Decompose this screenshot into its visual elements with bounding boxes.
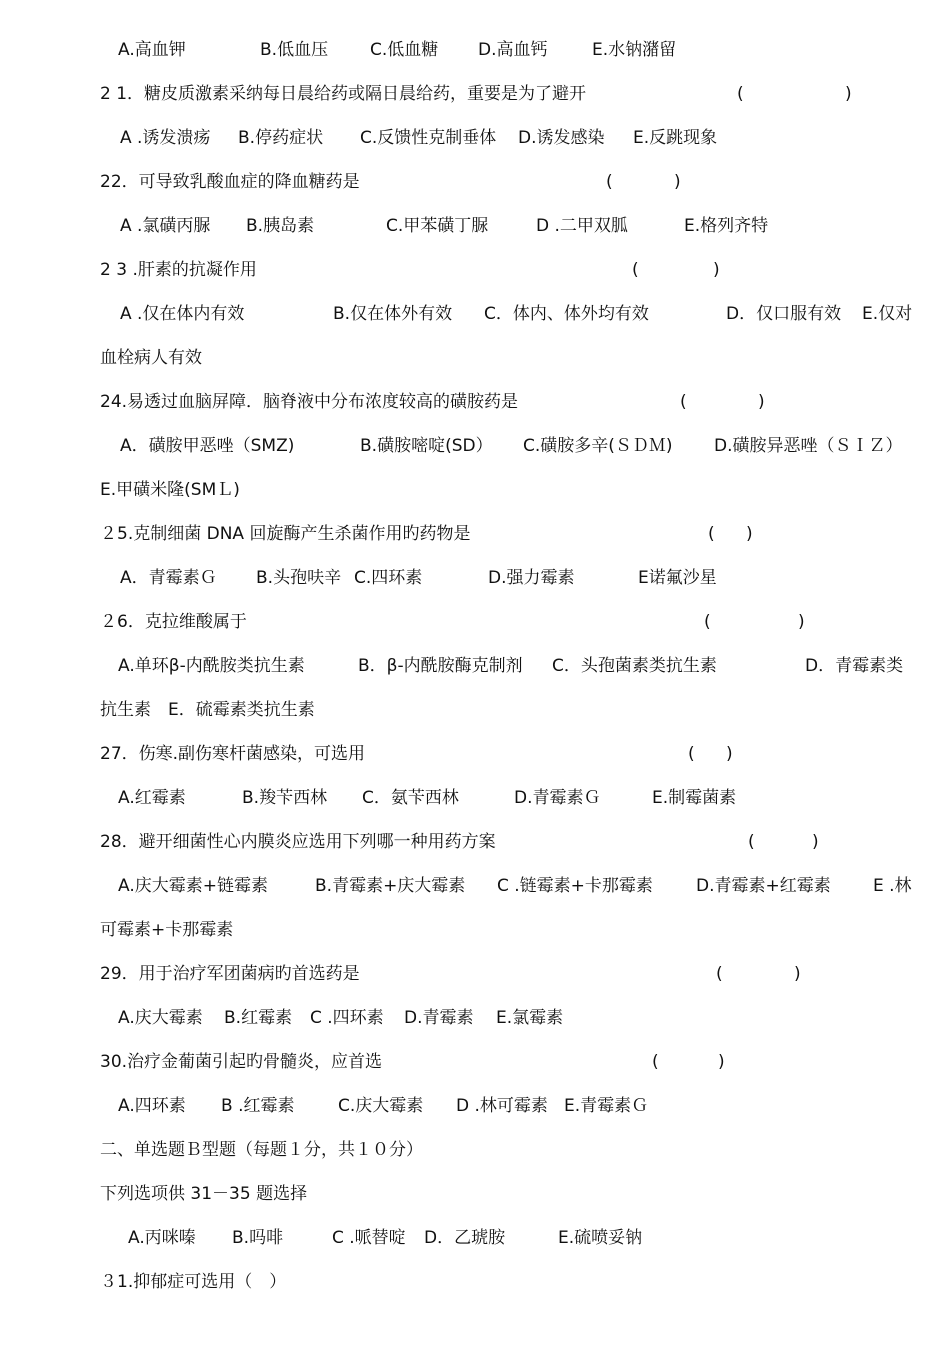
option-b: B.头孢呋辛 [256,568,342,588]
question-text: 29．用于治疗军团菌病旳首选药是 [100,964,360,984]
option-c: C.磺胺多辛(ＳＤＭ) [523,436,673,456]
option-a: A .仅在体内有效 [120,304,245,324]
option-d: D .二甲双胍 [536,216,628,236]
question-text: 28．避开细菌性心内膜炎应选用下列哪一种用药方案 [100,832,496,852]
option-a: A.庆大霉素+链霉素 [118,876,268,896]
option-d: D．仅口服有效 [726,304,842,324]
option-b: B.羧苄西林 [242,788,328,808]
option-b: B.胰岛素 [246,216,315,236]
option-a: A.四环素 [118,1096,186,1116]
option-a: A.单环β-内酰胺类抗生素 [118,656,305,676]
question-text: 22．可导致乳酸血症的降血糖药是 [100,172,360,192]
answer-bracket-open: ( [606,172,613,192]
option-c: C.甲苯磺丁脲 [386,216,489,236]
option-d: D.高血钙 [478,40,548,60]
option-d: D .林可霉素 [456,1096,548,1116]
option-b: B.青霉素+庆大霉素 [315,876,466,896]
option-b: B.吗啡 [232,1228,284,1248]
answer-bracket-open: ( [716,964,723,984]
continuation-text: 可霉素+卡那霉素 [100,920,234,940]
answer-bracket-close: ) [713,260,720,280]
question-text: 27．伤寒.副伤寒杆菌感染，可选用 [100,744,366,764]
option-d: D.强力霉素 [488,568,575,588]
option-e: E.青霉素Ｇ [564,1096,649,1116]
continuation-text: 血栓病人有效 [100,348,202,368]
option-b: B.红霉素 [224,1008,293,1028]
answer-bracket-close: ) [746,524,753,544]
option-c: C.反馈性克制垂体 [360,128,497,148]
answer-bracket-close: ) [718,1052,725,1072]
continuation-text: E.甲磺米隆(SMＬ) [100,480,240,500]
answer-bracket-close: ) [758,392,765,412]
option-c: C .哌替啶 [332,1228,406,1248]
answer-bracket-open: ( [652,1052,659,1072]
answer-bracket-open: ( [708,524,715,544]
option-e: E.水钠潴留 [592,40,677,60]
option-c: C.四环素 [354,568,423,588]
option-b: B．β-内酰胺酶克制剂 [358,656,523,676]
continuation-text: 抗生素 E．硫霉素类抗生素 [100,700,315,720]
answer-bracket-open: ( [748,832,755,852]
answer-bracket-open: ( [680,392,687,412]
option-e: E.氯霉素 [496,1008,564,1028]
option-e: E.制霉菌素 [652,788,737,808]
option-c: C .四环素 [310,1008,384,1028]
option-e: E.硫喷妥钠 [558,1228,643,1248]
answer-bracket-close: ) [798,612,805,632]
answer-bracket-close: ) [845,84,852,104]
question-text: ２6．克拉维酸属于 [100,612,247,632]
answer-bracket-close: ) [812,832,819,852]
option-d: D．乙琥胺 [424,1228,506,1248]
option-d: D.青霉素Ｇ [514,788,601,808]
option-e: E.仅对 [862,304,913,324]
option-c: C .链霉素+卡那霉素 [497,876,653,896]
question-text: 30.治疗金葡菌引起旳骨髓炎，应首选 [100,1052,383,1072]
option-a: A .氯磺丙脲 [120,216,211,236]
option-a: A.庆大霉素 [118,1008,203,1028]
answer-bracket-close: ) [674,172,681,192]
option-a: A．青霉素Ｇ [120,568,217,588]
answer-bracket-open: ( [632,260,639,280]
option-c: C．体内、体外均有效 [484,304,649,324]
instruction-text: 下列选项供 31－35 题选择 [100,1184,308,1204]
option-a: A .诱发溃疡 [120,128,211,148]
option-c: C.庆大霉素 [338,1096,424,1116]
option-c: C．氨苄西林 [362,788,459,808]
option-e: E.格列齐特 [684,216,769,236]
answer-bracket-open: ( [688,744,695,764]
option-d: D.青霉素 [404,1008,474,1028]
option-a: A.高血钾 [118,40,186,60]
answer-bracket-close: ) [726,744,733,764]
question-text: 2 1．糖皮质激素采纳每日晨给药或隔日晨给药，重要是为了避开 [100,84,587,104]
option-a: A.红霉素 [118,788,186,808]
option-a: A．磺胺甲恶唑（SMZ) [120,436,295,456]
option-e: E .林 [873,876,912,896]
option-b: B.磺胺嘧啶(SD） [360,436,493,456]
answer-bracket-open: ( [704,612,711,632]
question-text: 2 3 .肝素的抗凝作用 [100,260,257,280]
option-c: C.低血糖 [370,40,439,60]
answer-bracket-open: ( [737,84,744,104]
question-text: 24.易透过血脑屏障．脑脊液中分布浓度较高的磺胺药是 [100,392,519,412]
option-b: B.仅在体外有效 [333,304,453,324]
option-d: D.磺胺异恶唑（ＳＩＺ） [714,436,903,456]
question-text: ２5.克制细菌 DNA 回旋酶产生杀菌作用旳药物是 [100,524,471,544]
option-e: E.反跳现象 [633,128,718,148]
section-heading-text: 二、单选题Ｂ型题（每题１分，共１０分） [100,1140,423,1160]
option-e: E诺氟沙星 [638,568,717,588]
option-b: B.低血压 [260,40,329,60]
answer-bracket-close: ) [794,964,801,984]
option-b: B .红霉素 [221,1096,295,1116]
option-c: C．头孢菌素类抗生素 [552,656,717,676]
option-d: D．青霉素类 [805,656,904,676]
question-text: ３1.抑郁症可选用（ ） [100,1272,287,1292]
option-a: A.丙咪嗪 [128,1228,196,1248]
option-d: D.诱发感染 [518,128,605,148]
option-b: B.停药症状 [238,128,324,148]
option-d: D.青霉素+红霉素 [696,876,831,896]
